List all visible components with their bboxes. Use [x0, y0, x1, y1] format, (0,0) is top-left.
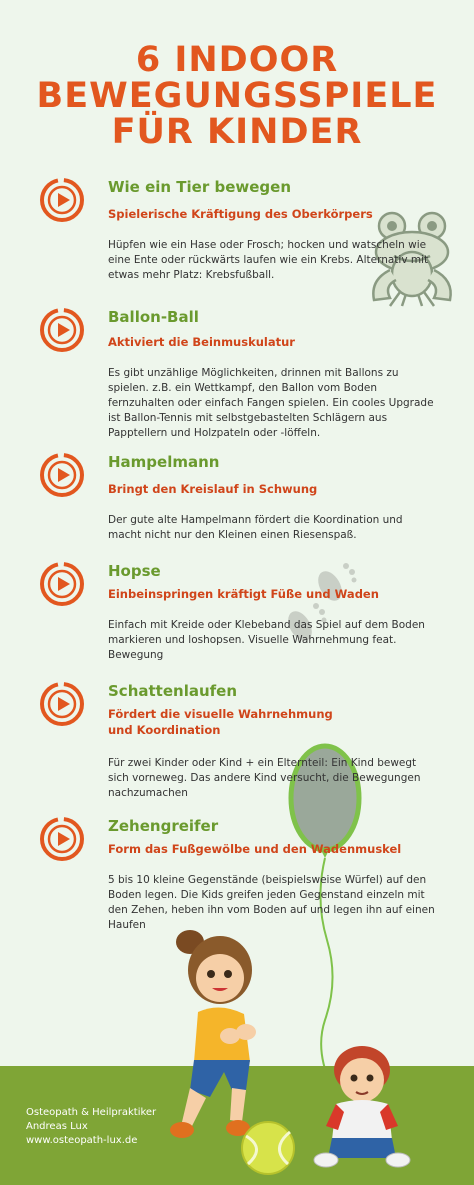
section-heading: Wie ein Tier bewegen [108, 178, 291, 196]
footer-profession: Osteopath & Heilpraktiker [26, 1107, 157, 1118]
section-heading: Hopse [108, 562, 161, 580]
section-heading: Zehengreifer [108, 817, 219, 835]
play-icon [40, 562, 84, 606]
tennis-ball-icon [240, 1120, 296, 1176]
jumping-girl-illustration [160, 922, 280, 1152]
title-line-1: 6 INDOOR [135, 40, 339, 80]
section-subheading: Form das Fußgewölbe und den Wadenmuskel [108, 842, 402, 856]
section-heading: Schattenlaufen [108, 682, 238, 700]
section-subheading: Aktiviert die Beinmuskulatur [108, 335, 295, 349]
footer-credits [26, 1106, 156, 1148]
section-subheading: Fördert die visuelle Wahrnehmung und Koordination [108, 707, 333, 737]
sitting-boy-illustration [312, 1040, 412, 1170]
footer-name: Andreas Lux [26, 1121, 88, 1132]
section-subheading: Spielerische Kräftigung des Oberkörpers [108, 207, 373, 221]
section-subheading: Einbeinspringen kräftigt Füße und Waden [108, 587, 379, 601]
play-icon [40, 308, 84, 352]
section-body: Der gute alte Hampelmann fördert die Koordination und macht nicht nur den Kleinen einen Riesenspaß. [108, 514, 403, 541]
section-heading: Ballon-Ball [108, 308, 199, 326]
title-line-2: BEWEGUNGSSPIELE [36, 76, 438, 116]
play-icon [40, 178, 84, 222]
section-body: Einfach mit Kreide oder Klebeband das Spiel auf dem Boden markieren und loshopsen. Visuelle Wahrnehmung feat. Bewegung [108, 619, 425, 661]
play-icon [40, 817, 84, 861]
title-line-3: FÜR KINDER [111, 112, 363, 152]
footer-website-link[interactable]: www.osteopath-lux.de [26, 1135, 138, 1146]
section-body: Hüpfen wie ein Hase oder Frosch; hocken und watscheln wie eine Ente oder rückwärts laufen wie ein Krebs. Alternativ mit etwas mehr Platz: Krebsfußball. [108, 239, 429, 281]
play-icon [40, 682, 84, 726]
section-body: 5 bis 10 kleine Gegenstände (beispielsweise Würfel) auf den Boden legen. Die Kids greifen jeden Gegenstand einzeln mit den Zehen, heben ihn vom Boden auf und legen ihn auf einen Haufen [108, 874, 435, 931]
section-heading: Hampelmann [108, 453, 220, 471]
section-subheading: Bringt den Kreislauf in Schwung [108, 482, 318, 496]
section-body: Es gibt unzählige Möglichkeiten, drinnen mit Ballons zu spielen. z.B. ein Wettkampf, den Ballon vom Boden fernzuhalten oder einfach Fangen spielen. Ein cooles Upgrade ist Ballon-Tennis mit selbstgebastelten Schlägern aus Papptellern und Holzpateln oder -löffeln. [108, 367, 434, 439]
page-title [0, 42, 474, 150]
section-body: Für zwei Kinder oder Kind + ein Elternteil: Ein Kind bewegt sich vorneweg. Das andere Kind versucht, die Bewegungen nachzumachen [108, 757, 421, 799]
play-icon [40, 453, 84, 497]
